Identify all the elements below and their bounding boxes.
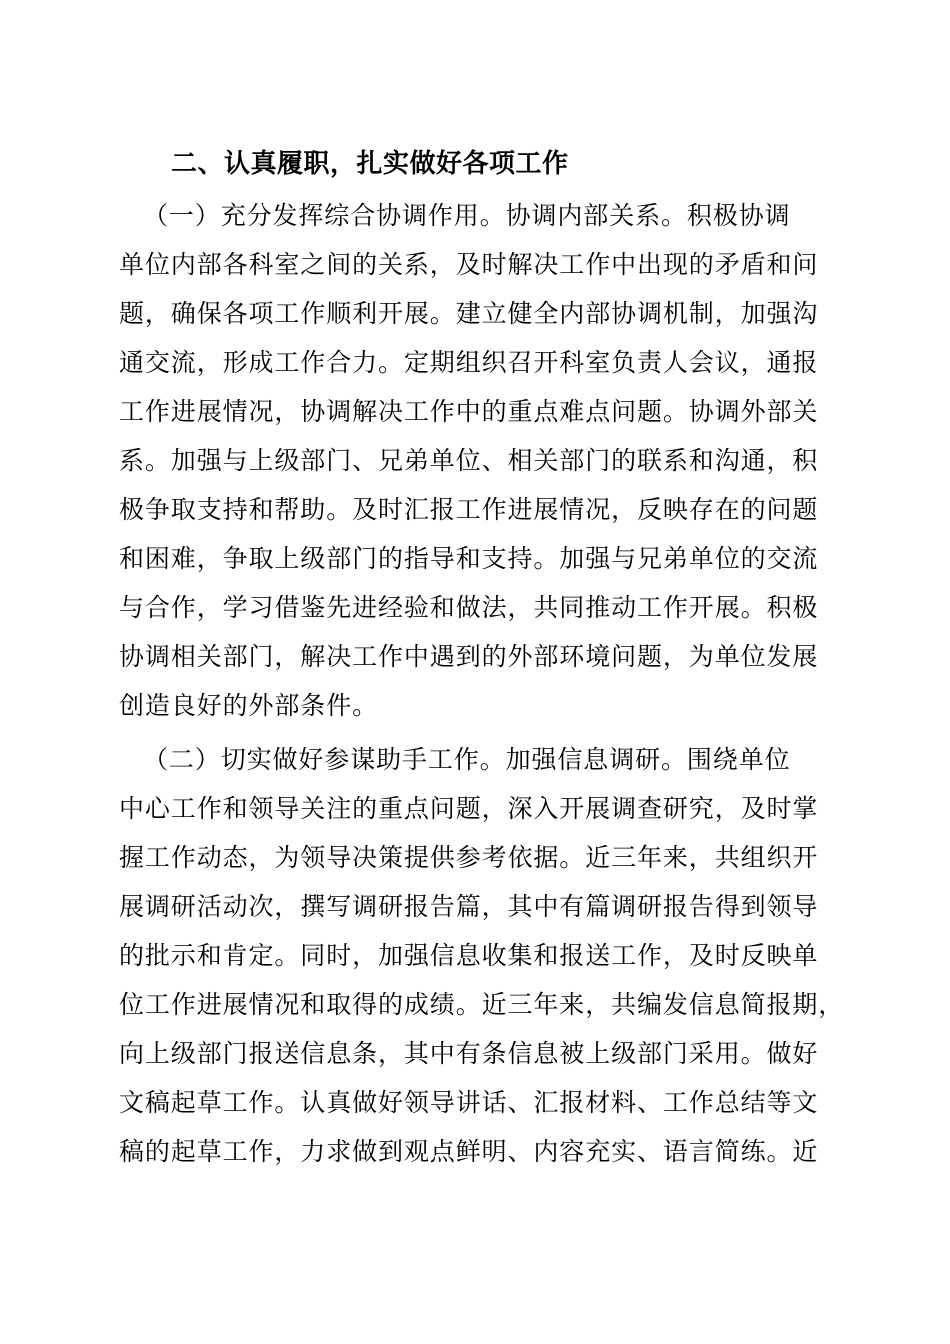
paragraph-1-line-3: 题，确保各项工作顺利开展。建立健全内部协调机制，加强沟 [119,299,819,328]
paragraph-1-line-6: 系。加强与上级部门、兄弟单位、相关部门的联系和沟通，积 [119,446,819,475]
paragraph-1-line-1: （一）充分发挥综合协调作用。协调内部关系。积极协调 [143,201,791,230]
paragraph-1-line-5: 工作进展情况，协调解决工作中的重点难点问题。协调外部关 [119,397,819,426]
paragraph-1-line-11: 创造良好的外部条件。 [119,691,379,720]
paragraph-2-line-5: 的批示和肯定。同时，加强信息收集和报送工作，及时反映单 [119,941,819,970]
paragraph-2-line-6: 位工作进展情况和取得的成绩。近三年来，共编发信息简报期， [119,990,845,1019]
paragraph-1-line-7: 极争取支持和帮助。及时汇报工作进展情况，反映存在的问题 [119,495,819,524]
paragraph-2-line-2: 中心工作和领导关注的重点问题，深入开展调查研究，及时掌 [119,794,819,823]
paragraph-1-line-9: 与合作，学习借鉴先进经验和做法，共同推动工作开展。积极 [119,593,819,622]
paragraph-2-line-7: 向上级部门报送信息条，其中有条信息被上级部门采用。做好 [119,1039,819,1068]
paragraph-1-line-10: 协调相关部门，解决工作中遇到的外部环境问题，为单位发展 [119,642,819,671]
paragraph-2-line-1: （二）切实做好参谋助手工作。加强信息调研。围绕单位 [143,745,791,774]
paragraph-2-line-9: 稿的起草工作，力求做到观点鲜明、内容充实、语言简练。近 [119,1137,819,1166]
paragraph-2-line-3: 握工作动态，为领导决策提供参考依据。近三年来，共组织开 [119,843,819,872]
paragraph-1-line-2: 单位内部各科室之间的关系，及时解决工作中出现的矛盾和问 [119,250,819,279]
paragraph-1-line-4: 通交流，形成工作合力。定期组织召开科室负责人会议，通报 [119,348,819,377]
paragraph-1-line-8: 和困难，争取上级部门的指导和支持。加强与兄弟单位的交流 [119,544,819,573]
section-heading: 二、认真履职，扎实做好各项工作 [171,149,569,179]
paragraph-2-line-8: 文稿起草工作。认真做好领导讲话、汇报材料、工作总结等文 [119,1088,819,1117]
paragraph-2-line-4: 展调研活动次，撰写调研报告篇，其中有篇调研报告得到领导 [119,892,819,921]
